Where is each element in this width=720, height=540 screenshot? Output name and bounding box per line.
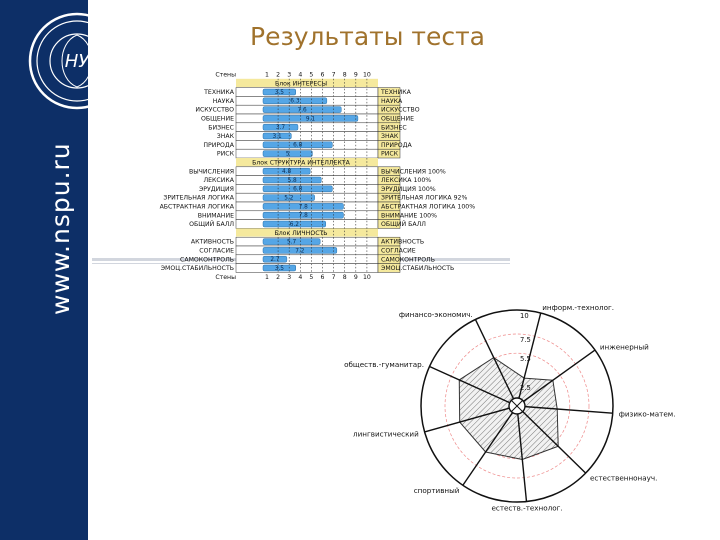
row-right-label: АКТИВНОСТЬ xyxy=(381,238,425,246)
row-label: ВНИМАНИЕ xyxy=(197,212,234,220)
row-right-label: ТЕХНИКА xyxy=(381,89,411,97)
row-right-label: ВНИМАНИЕ 100% xyxy=(381,212,437,220)
scale-row-bottom-tick: 9 xyxy=(353,273,358,281)
row-label: ЗНАК xyxy=(216,133,234,141)
data-label: 2.7 xyxy=(270,257,280,264)
row-right-label: ОБЩИЙ БАЛЛ xyxy=(381,221,426,229)
axis-label: физико-матем. xyxy=(618,409,676,419)
row-label: АКТИВНОСТЬ xyxy=(190,238,234,246)
svg-text:НУ: НУ xyxy=(64,51,90,72)
scale-row-bottom-tick: 5 xyxy=(309,273,314,281)
row-label: ЭРУДИЦИЯ xyxy=(198,185,234,193)
data-label: 5.7 xyxy=(286,239,297,246)
data-label: 5 xyxy=(285,151,290,158)
data-label: 7.8 xyxy=(298,204,308,211)
block-header: Блок ИНТЕРЕСЫ xyxy=(274,80,328,88)
axis-label: естественнонауч. xyxy=(589,473,658,483)
radar-tick: 2.5 xyxy=(520,384,531,392)
row-cell xyxy=(236,88,378,97)
data-label: 6.3 xyxy=(290,98,300,105)
row-right-label: САМОКОНТРОЛЬ xyxy=(381,256,435,264)
row-label: ЛЕКСИКА xyxy=(203,177,234,185)
scale-row-top-label: Стены xyxy=(215,71,236,79)
scale-row-bottom-tick: 10 xyxy=(362,273,371,281)
row-label: ОБЩЕНИЕ xyxy=(201,115,234,123)
row-label: ПРИРОДА xyxy=(203,141,234,149)
row-label: САМОКОНТРОЛЬ xyxy=(180,256,234,264)
data-label: 3.5 xyxy=(274,265,284,272)
row-right-label: СОГЛАСИЕ xyxy=(381,247,416,255)
data-label: 7.2 xyxy=(295,248,305,255)
row-right-label: БИЗНЕС xyxy=(381,124,407,132)
scale-row-bottom-tick: 1 xyxy=(265,273,269,281)
data-label: 5.8 xyxy=(287,177,297,184)
axis-label: обществ.-гуманитар. xyxy=(344,359,425,369)
axis-label: лингвистический xyxy=(353,429,419,439)
row-label: РИСК xyxy=(216,150,234,158)
row-cell xyxy=(236,255,378,264)
scale-row-top-tick: 4 xyxy=(298,71,303,79)
row-cell xyxy=(236,132,378,141)
data-label: 6.8 xyxy=(293,142,303,149)
row-right-label: ИСКУССТВО xyxy=(381,106,420,114)
row-label: ОБЩИЙ БАЛЛ xyxy=(189,221,234,229)
radar-tick: 10 xyxy=(520,312,529,320)
scale-row-top-tick: 2 xyxy=(276,71,281,79)
row-right-label: АБСТРАКТНАЯ ЛОГИКА 100% xyxy=(381,203,476,211)
data-label: 6.2 xyxy=(289,221,299,228)
axis-label: спортивный xyxy=(413,486,460,496)
scale-row-top-tick: 9 xyxy=(353,71,358,79)
row-right-label: ЭРУДИЦИЯ 100% xyxy=(381,185,436,193)
axis-label: финансо-экономич. xyxy=(398,310,473,320)
data-label: 3.5 xyxy=(274,89,284,96)
row-right-label: РИСК xyxy=(381,150,399,158)
site-url: www.nspu.ru xyxy=(46,142,75,315)
data-label: 3.7 xyxy=(275,125,286,132)
scale-row-bottom-tick: 7 xyxy=(331,273,336,281)
scale-row-top-tick: 7 xyxy=(331,71,336,79)
university-seal-icon xyxy=(27,11,127,111)
row-label: НАУКА xyxy=(212,97,234,105)
scale-row-bottom-tick: 2 xyxy=(276,273,281,281)
row-label: ТЕХНИКА xyxy=(204,89,234,97)
radar-tick: 5.5 xyxy=(520,355,531,364)
scale-row-bottom-tick: 6 xyxy=(320,273,325,281)
profile-radar-chart xyxy=(315,300,715,540)
scale-row-top-tick: 1 xyxy=(265,71,269,79)
scale-row-bottom-tick: 4 xyxy=(298,273,303,281)
scale-row-top-tick: 8 xyxy=(342,71,347,79)
row-cell xyxy=(236,123,378,132)
radar-tick: 7.5 xyxy=(520,336,531,344)
scale-row-top-tick: 6 xyxy=(320,71,325,79)
sidebar xyxy=(0,0,88,540)
scale-row-bottom-label: Стены xyxy=(215,273,236,281)
scale-row-bottom-tick: 3 xyxy=(287,273,292,281)
row-label: АБСТРАКТНАЯ ЛОГИКА xyxy=(159,203,234,211)
row-right-label: ПРИРОДА xyxy=(381,141,412,149)
block-header: Блок СТРУКТУРА ИНТЕЛЛЕКТА xyxy=(252,159,350,167)
scale-row-top-tick: 3 xyxy=(287,71,292,79)
row-label: ВЫЧИСЛЕНИЯ xyxy=(188,168,234,176)
scale-row-top-tick: 10 xyxy=(362,71,371,79)
row-right-label: ЭМОЦ.СТАБИЛЬНОСТЬ xyxy=(381,265,455,273)
row-label: ЭМОЦ.СТАБИЛЬНОСТЬ xyxy=(160,265,234,273)
row-right-label: ЗНАК xyxy=(381,133,399,141)
row-right-label: ЗРИТЕЛЬНАЯ ЛОГИКА 92% xyxy=(381,194,468,202)
row-right-label: ЛЕКСИКА 100% xyxy=(381,177,432,185)
axis-label: инженерный xyxy=(599,342,649,352)
data-label: 5.2 xyxy=(284,195,294,202)
data-label: 9.1 xyxy=(305,116,316,123)
row-right-label: ВЫЧИСЛЕНИЯ 100% xyxy=(381,168,446,176)
page-title: Результаты теста xyxy=(250,22,485,51)
results-bar-table xyxy=(140,68,515,300)
row-right-label: ОБЩЕНИЕ xyxy=(381,115,414,123)
row-label: БИЗНЕС xyxy=(208,124,234,132)
row-right-label: НАУКА xyxy=(381,97,403,105)
data-label: 6.8 xyxy=(293,186,303,193)
row-label: ИСКУССТВО xyxy=(195,106,234,114)
block-header: Блок ЛИЧНОСТЬ xyxy=(274,229,328,237)
row-label: СОГЛАСИЕ xyxy=(199,247,234,255)
row-label: ЗРИТЕЛЬНАЯ ЛОГИКА xyxy=(163,194,234,202)
scale-row-bottom-tick: 8 xyxy=(342,273,347,281)
data-label: 7.6 xyxy=(297,107,307,114)
axis-label: информ.-технолог. xyxy=(542,303,615,313)
data-label: 4.8 xyxy=(281,169,292,176)
axis-label: естеств.-технолог. xyxy=(491,503,563,513)
data-label: 7.8 xyxy=(298,213,308,220)
row-cell xyxy=(236,264,378,273)
scale-row-top-tick: 5 xyxy=(309,71,314,79)
data-label: 3.1 xyxy=(272,133,282,140)
